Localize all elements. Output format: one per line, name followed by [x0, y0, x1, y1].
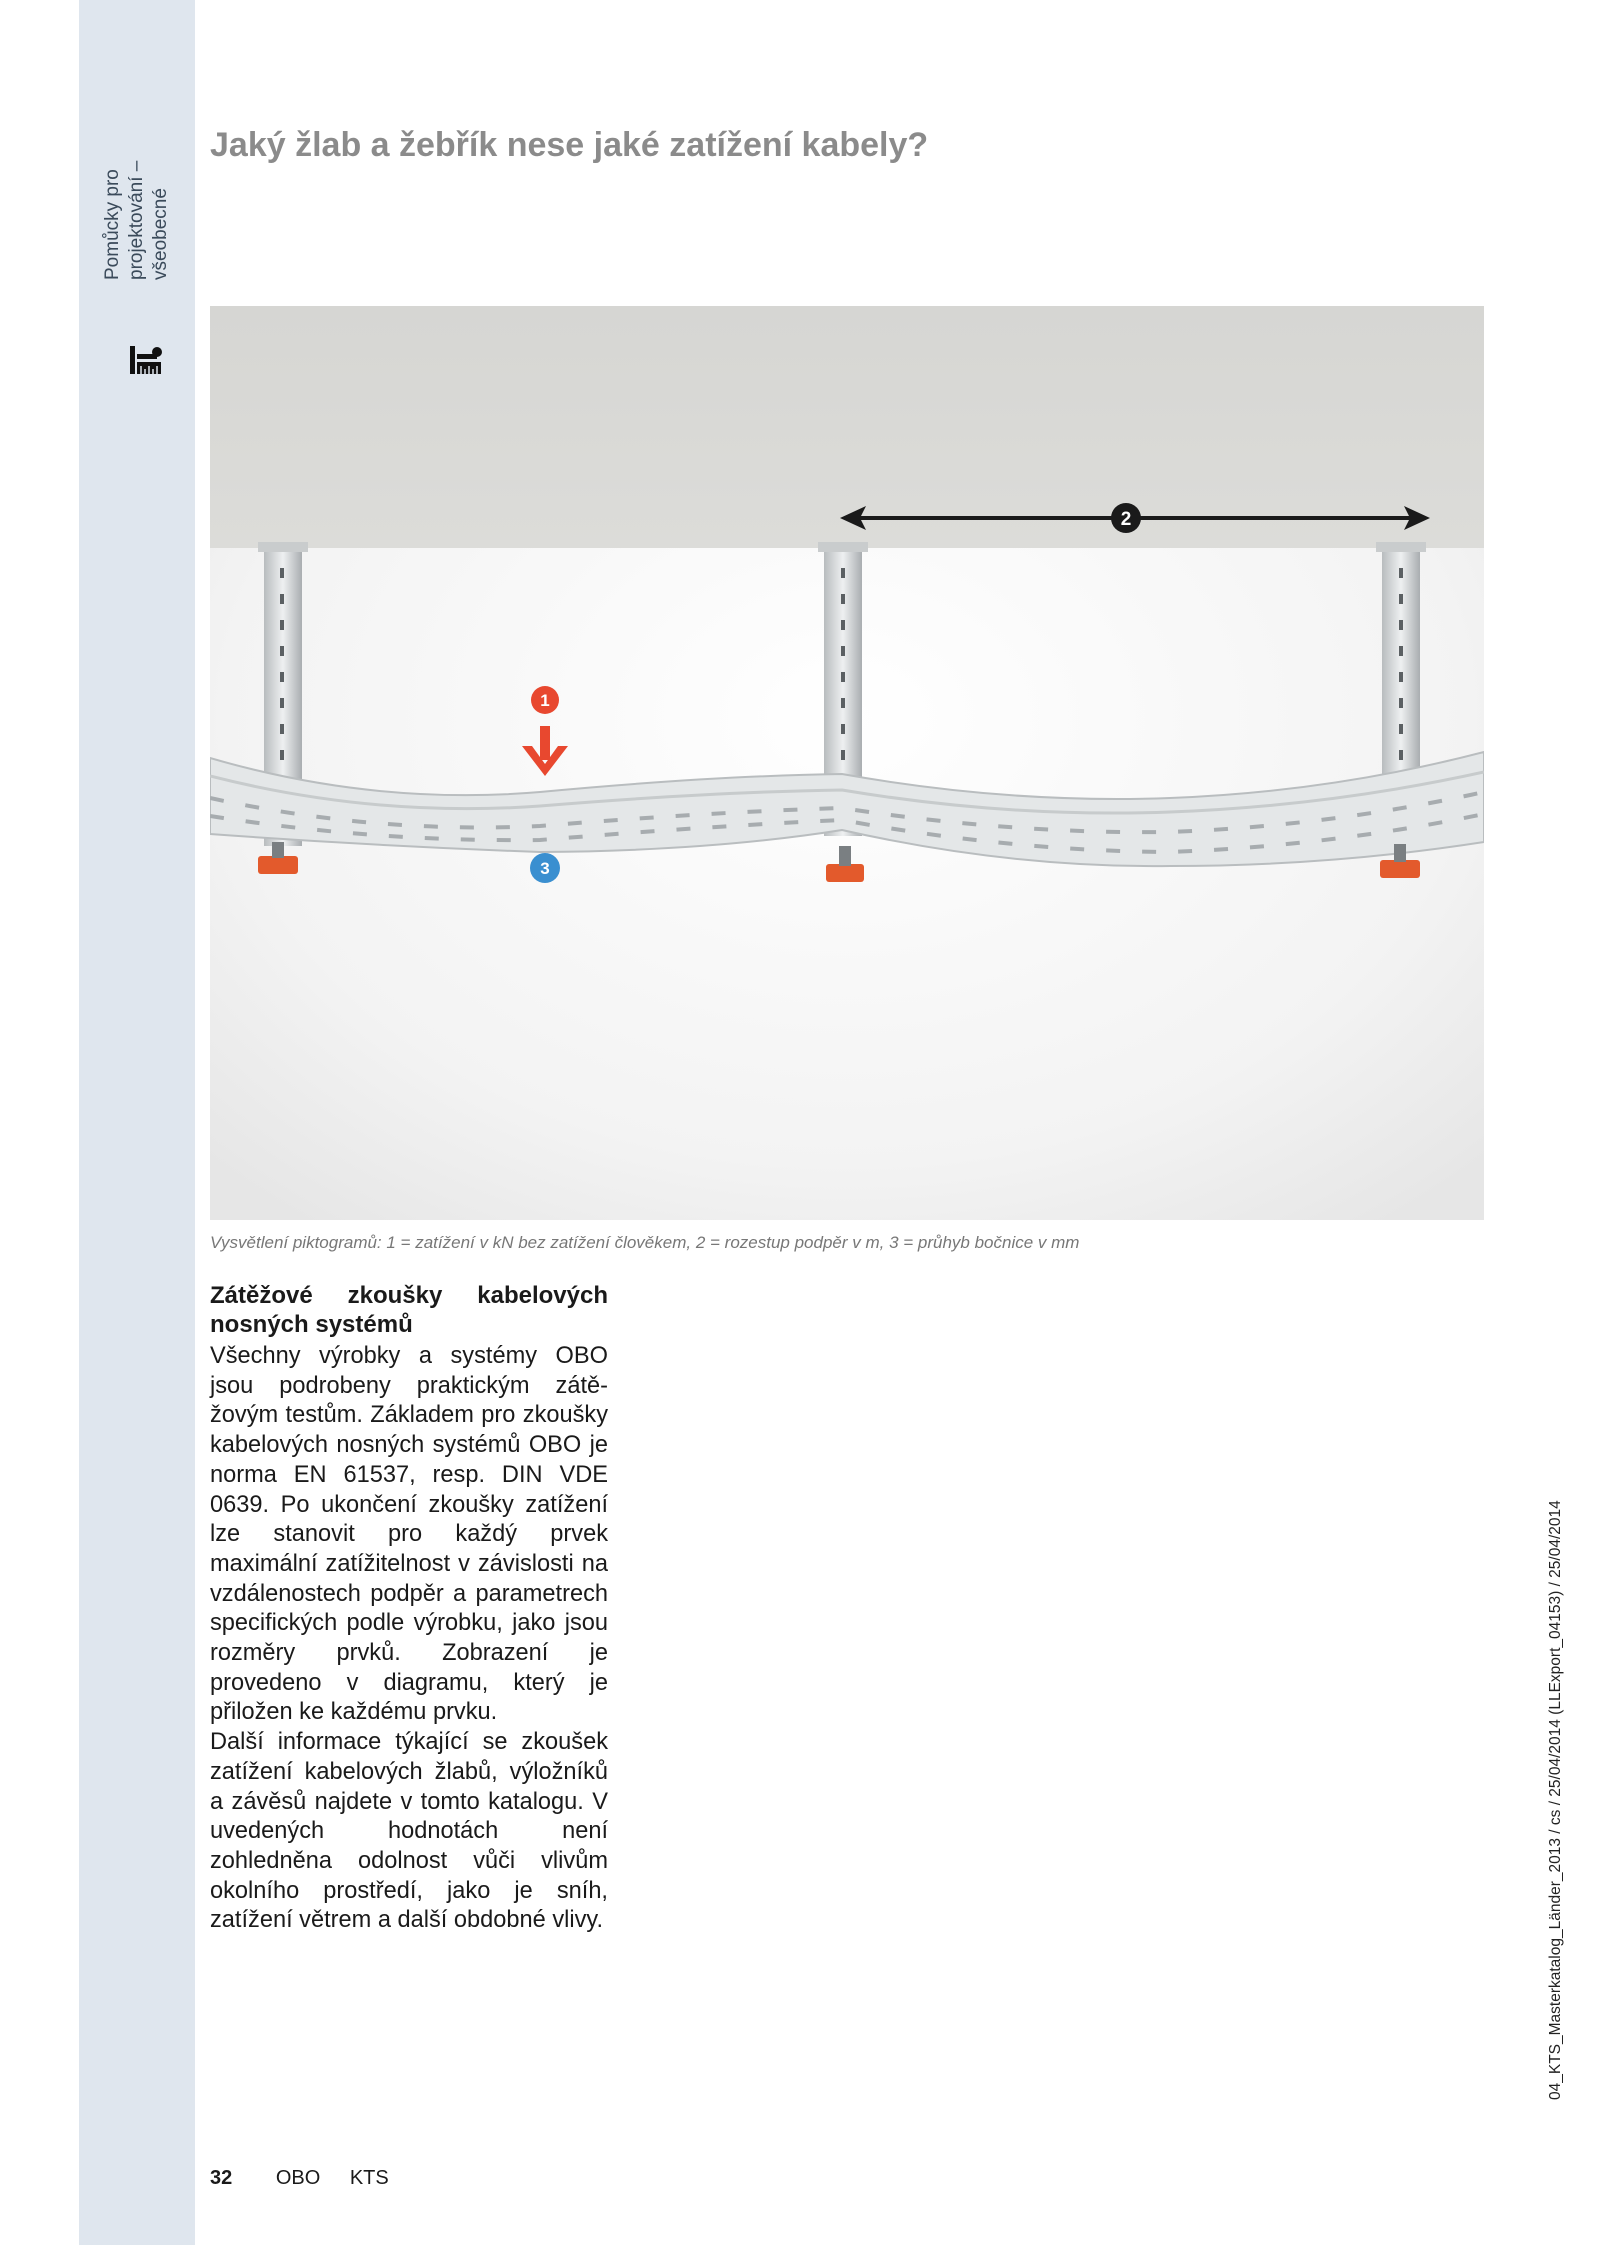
sidebar-title-line: projektování –: [126, 160, 147, 280]
marker-3-label: 3: [540, 859, 550, 878]
paragraph: Všechny výrobky a systémy OBO jsou podrobeny praktickým zátěžovým testům. Základem pro zkoušky kabelových nosných systémů OBO je norma EN 61537, resp. DIN VDE 0639. Po ukončení zkoušky zatížení lze stanovit pro každý prvek maximální zatížitelnost v závislosti na vzdálenostech podpěr a parametrech specifických podle výrobku, jako jsou rozměry prvků. Zobrazení je provedeno v diagramu, který je přiložen ke každému prvku.: [210, 1343, 608, 1726]
page-title: Jaký žlab a žebřík nese jaké zatížení kabely?: [210, 126, 929, 164]
marker-2-label: 2: [1120, 509, 1132, 530]
figure-caption: Vysvětlení piktogramů: 1 = zatížení v kN bez zatížení člověkem, 2 = rozestup podpěr v m, 3 = průhyb bočnice v mm: [210, 1233, 1080, 1252]
body-text: [210, 1342, 608, 1936]
load-test-illustration: [210, 306, 1484, 1220]
marker-1-label: 1: [540, 691, 550, 710]
document-meta: 04_KTS_Masterkatalog_Länder_2013 / cs / 25/04/2014 (LLExport_04153) / 25/04/2014: [1547, 1500, 1564, 2100]
tools-ruler-icon: [128, 344, 162, 376]
footer-brand: OBO: [275, 2167, 321, 2189]
page-footer: [210, 2167, 389, 2190]
page-number: 32: [210, 2167, 233, 2189]
footer-section: KTS: [349, 2167, 389, 2189]
sidebar-title-line: Pomůcky pro: [102, 169, 123, 280]
sidebar-band: [79, 0, 195, 2245]
sidebar-title: [101, 161, 173, 280]
paragraph: Další informace týkající se zkoušek zatížení kabelových žlabů, výložníků a závěsů najdete v tomto katalogu. V uvedených hodnotách není zohledněna odolnost vůči vlivům okolního prostředí, jako je sníh, zatížení větrem a další obdobné vlivy.: [210, 1729, 608, 1934]
ceiling: [210, 306, 1484, 548]
sidebar-title-line: všeobecné: [150, 188, 171, 280]
section-heading: Zátěžové zkoušky kabelových nosných systémů: [210, 1282, 608, 1338]
